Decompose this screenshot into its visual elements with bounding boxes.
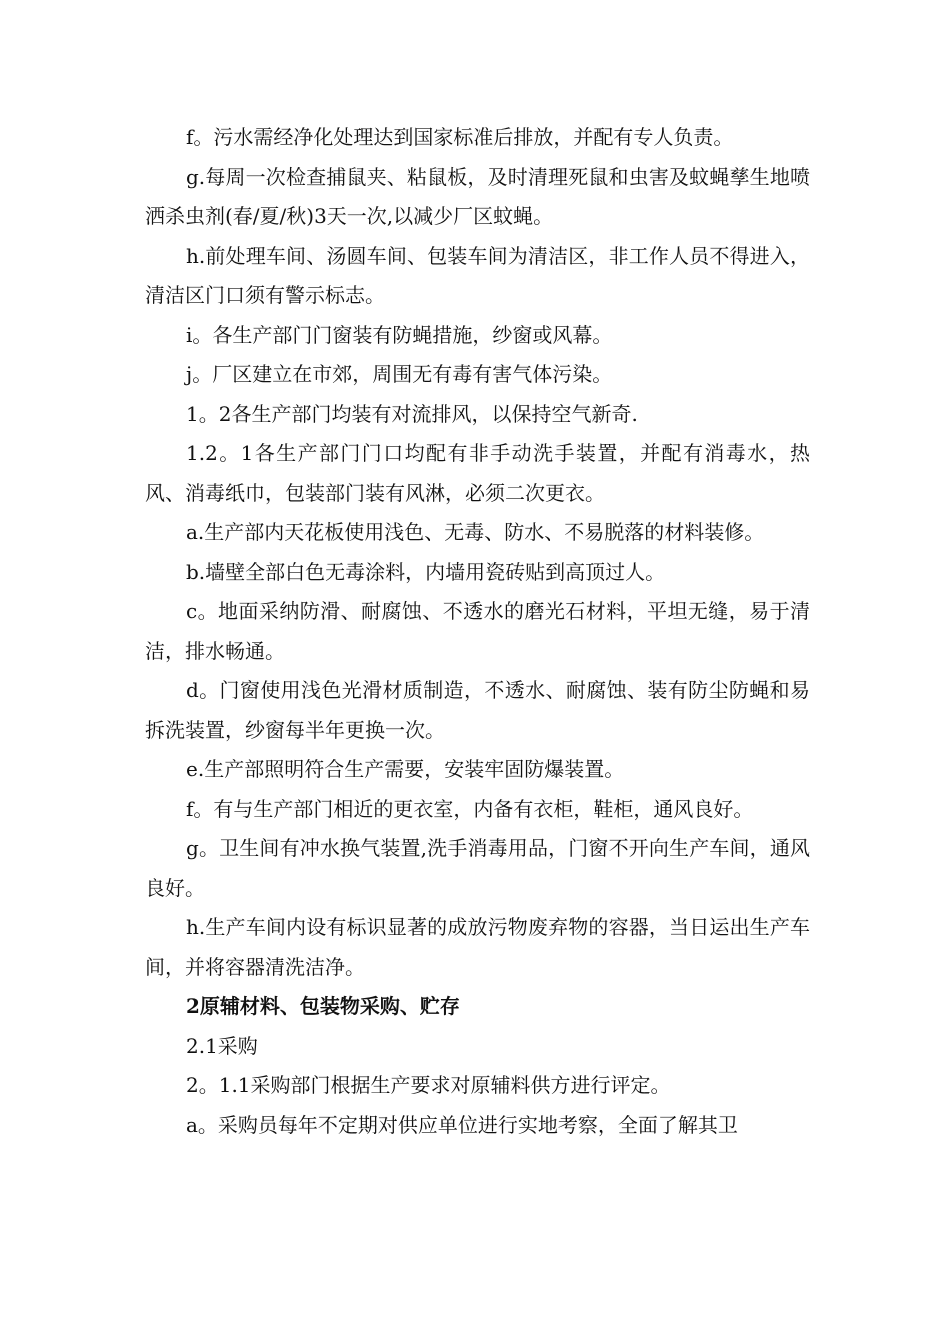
- section-heading-2: 2原辅材料、包装物采购、贮存: [186, 994, 460, 1018]
- paragraph-h-clean-zone: h.前处理车间、汤圆车间、包装车间为清洁区，非工作人员不得进入，清洁区门口须有警示标志。: [145, 243, 810, 307]
- paragraph-1-2-1-handwashing: 1.2。1各生产部门门口均配有非手动洗手装置，并配有消毒水，热风、消毒纸巾，包装部门装有风淋，必须二次更衣。: [145, 441, 810, 505]
- paragraph-a-site-inspection: a。采购员每年不定期对供应单位进行实地考察，全面了解其卫: [186, 1112, 738, 1137]
- paragraph-a-ceiling: a.生产部内天花板使用浅色、无毒、防水、不易脱落的材料装修。: [186, 520, 765, 544]
- subsection-heading-2-1: 2.1采购: [186, 1033, 258, 1058]
- paragraph-i-fly-screens: i。各生产部门门窗装有防蝇措施，纱窗或风幕。: [186, 322, 613, 347]
- paragraph-1-2-ventilation: 1。2各生产部门均装有对流排风，以保持空气新奇.: [186, 401, 638, 426]
- paragraph-c-floor: c。地面采纳防滑、耐腐蚀、不透水的磨光石材料，平坦无缝，易于清洁，排水畅通。: [145, 599, 810, 663]
- paragraph-g-restroom: g。卫生间有冲水换气装置,洗手消毒用品，门窗不开向生产车间，通风良好。: [145, 836, 810, 900]
- paragraph-d-doors-windows: d。门窗使用浅色光滑材质制造，不透水、耐腐蚀、装有防尘防蝇和易拆洗装置，纱窗每半年更换一次。: [145, 678, 810, 742]
- paragraph-g-pest-control: g.每周一次检查捕鼠夹、粘鼠板，及时清理死鼠和虫害及蚊蝇孳生地喷洒杀虫剂(春/夏/秋)3天一次,以减少厂区蚊蝇。: [145, 164, 810, 228]
- paragraph-b-walls: b.墙壁全部白色无毒涂料，内墙用瓷砖贴到高顶过人。: [186, 559, 666, 584]
- paragraph-j-location: j。厂区建立在市郊，周围无有毒有害气体污染。: [186, 362, 613, 386]
- document-body: [145, 118, 810, 1145]
- paragraph-2-1-1-supplier-evaluation: 2。1.1采购部门根据生产要求对原辅料供方进行评定。: [186, 1073, 671, 1097]
- paragraph-e-lighting: e.生产部照明符合生产需要，安装牢固防爆装置。: [186, 757, 625, 781]
- paragraph-f-changing-room: f。有与生产部门相近的更衣室，内备有衣柜，鞋柜，通风良好。: [186, 796, 754, 821]
- paragraph-f-sewage: f。污水需经净化处理达到国家标准后排放，并配有专人负责。: [186, 125, 734, 149]
- paragraph-h-waste-containers: h.生产车间内设有标识显著的成放污物废弃物的容器，当日运出生产车间，并将容器清洗洁净。: [145, 915, 810, 979]
